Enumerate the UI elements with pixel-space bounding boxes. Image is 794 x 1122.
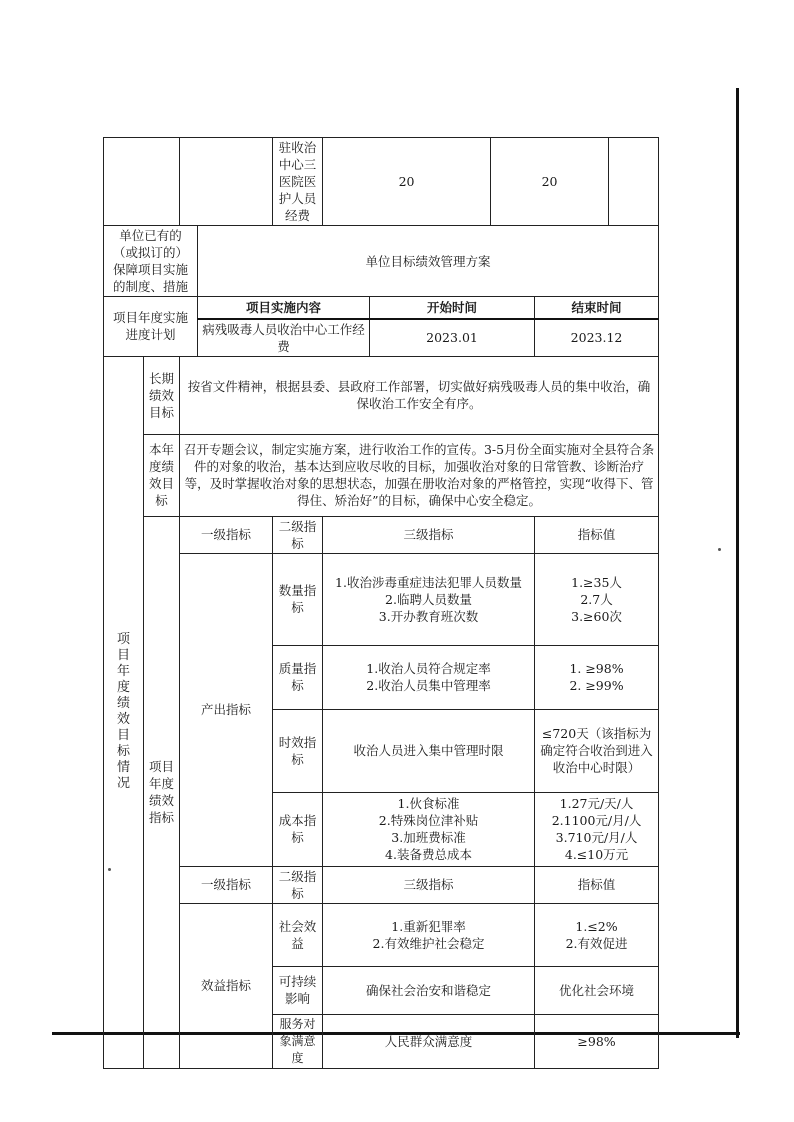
value-line: ≤720天（该指标为确定符合收治到进入收治中心时限）: [540, 726, 653, 775]
benefit-level3: [323, 903, 535, 966]
system-label: 单位已有的（或拟订的）保障项目实施的制度、措施: [104, 226, 198, 297]
output-level2: 数量指标: [273, 553, 323, 645]
header-level1: 一级指标: [180, 866, 273, 903]
level3-line: 1.收治人员符合规定率: [366, 661, 491, 676]
empty-cell: [180, 138, 273, 226]
level3-line: 2.临聘人员数量: [385, 591, 472, 607]
value-line: ≥98%: [577, 1033, 616, 1049]
header-level2: 二级指标: [273, 516, 323, 553]
table-row: [104, 138, 659, 226]
table-row: [104, 434, 659, 516]
fund-value-cell: 20: [323, 138, 491, 226]
table-row: [104, 356, 659, 434]
benefit-level3: [323, 1014, 535, 1068]
output-value: [535, 709, 659, 792]
header-level1: 一级指标: [180, 516, 273, 553]
benefit-level2: 社会效益: [273, 903, 323, 966]
level3-line: 1.收治涉毒重症违法犯罪人员数量: [335, 574, 522, 590]
scan-edge-right: [736, 88, 739, 1038]
value-line: 4.≤10万元: [564, 847, 629, 862]
value-line: 2.1100元/月/人: [551, 813, 642, 828]
schedule-header-start: 开始时间: [370, 297, 535, 319]
level3-line: 确保社会治安和谐稳定: [366, 982, 492, 998]
level3-line: 1.重新犯罪率: [391, 918, 466, 934]
fund-value-cell: 20: [491, 138, 609, 226]
long-term-label: 长期绩效目标: [144, 356, 180, 434]
scan-speck: [718, 548, 721, 551]
header-level3: 三级指标: [323, 516, 535, 553]
budget-performance-table: [103, 137, 659, 1069]
annual-text: 召开专题会议，制定实施方案，进行收治工作的宣传。3-5月份全面实施对全县符合条件的对象的收治，基本达到应收尽收的目标，加强收治对象的日常管教、诊断治疗等，及时掌握收治对象的思想状态，加强在册收治对象的严格管控，实现“收得下、管得住、矫治好”的目标，确保中心安全稳定。: [180, 434, 659, 516]
table-row: [104, 516, 659, 553]
level3-line: 人民群众满意度: [384, 1033, 473, 1049]
value-line: 优化社会环境: [559, 982, 635, 998]
benefit-level1: 效益指标: [180, 903, 273, 1068]
schedule-label: 项目年度实施进度计划: [104, 297, 198, 357]
value-line: 2.有效促进: [565, 935, 628, 951]
schedule-start: 2023.01: [370, 319, 535, 357]
schedule-header-content: 项目实施内容: [198, 297, 370, 319]
empty-cell: [609, 138, 659, 226]
level3-line: 3.加班费标准: [391, 830, 466, 845]
benefit-value: [535, 903, 659, 966]
long-term-text: 按省文件精神，根据县委、县政府工作部署，切实做好病残吸毒人员的集中收治，确保收治工作安全有序。: [180, 356, 659, 434]
value-line: 3.710元/月/人: [555, 830, 638, 845]
value-line: 2.7人: [580, 591, 613, 607]
header-value: 指标值: [535, 516, 659, 553]
table-row: [104, 226, 659, 297]
table-row: [104, 553, 659, 645]
output-level3: [323, 645, 535, 709]
benefit-level2: 可持续影响: [273, 966, 323, 1014]
table-row: [104, 903, 659, 966]
value-line: 1.≤2%: [575, 918, 618, 934]
perf-section-label-text: 项目年度绩效目标情况: [116, 632, 130, 791]
table-row: [104, 866, 659, 903]
schedule-header-end: 结束时间: [535, 297, 659, 319]
output-level3: [323, 792, 535, 866]
table-row: [104, 297, 659, 319]
level3-line: 2.收治人员集中管理率: [366, 678, 491, 693]
output-level1: 产出指标: [180, 553, 273, 866]
annual-label: 本年度绩效目标: [144, 434, 180, 516]
header-level2: 二级指标: [273, 866, 323, 903]
value-line: 1.≥35人: [571, 574, 622, 590]
level3-line: 收治人员进入集中管理时限: [353, 743, 504, 758]
output-value: [535, 553, 659, 645]
header-value: 指标值: [535, 866, 659, 903]
benefit-level2: 服务对象满意度: [273, 1014, 323, 1068]
level3-line: 1.伙食标准: [397, 796, 460, 811]
schedule-end: 2023.12: [535, 319, 659, 357]
benefit-value: [535, 966, 659, 1014]
benefit-value: [535, 1014, 659, 1068]
system-content: 单位目标绩效管理方案: [198, 226, 659, 297]
level3-line: 4.装备费总成本: [385, 847, 472, 862]
schedule-content: 病残吸毒人员收治中心工作经费: [198, 319, 370, 357]
empty-cell: [104, 138, 180, 226]
output-level2: 质量指标: [273, 645, 323, 709]
fund-item-cell: 驻收治中心三医院医护人员经费: [273, 138, 323, 226]
output-level3: [323, 553, 535, 645]
value-line: 3.≥60次: [571, 608, 622, 624]
value-line: 1.27元/天/人: [559, 796, 634, 811]
level3-line: 2.特殊岗位津补贴: [378, 813, 479, 828]
output-level3: [323, 709, 535, 792]
output-level2: 成本指标: [273, 792, 323, 866]
output-level2: 时效指标: [273, 709, 323, 792]
benefit-level3: [323, 966, 535, 1014]
output-value: [535, 645, 659, 709]
perf-section-label: [104, 356, 144, 1068]
value-line: 2. ≥99%: [569, 678, 624, 693]
value-line: 1. ≥98%: [569, 661, 624, 676]
level3-line: 3.开办教育班次数: [378, 608, 479, 624]
header-level3: 三级指标: [323, 866, 535, 903]
output-value: [535, 792, 659, 866]
indicator-label: 项目年度绩效指标: [144, 516, 180, 1068]
level3-line: 2.有效维护社会稳定: [372, 935, 485, 951]
